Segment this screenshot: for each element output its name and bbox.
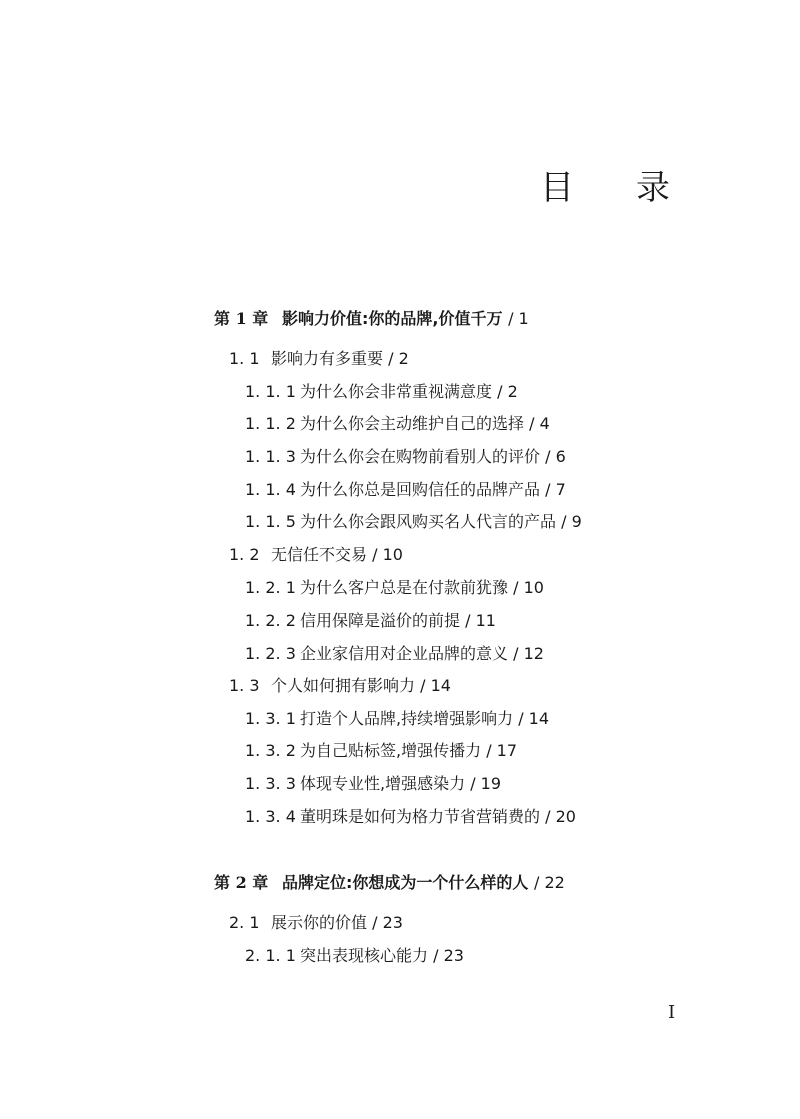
toc-page: / 1	[508, 309, 529, 328]
toc-subsection[interactable]	[245, 512, 582, 532]
toc-section[interactable]	[229, 349, 409, 369]
toc-number: 1. 2	[229, 545, 260, 564]
title-char-1: 目	[540, 168, 574, 208]
toc-page: / 20	[545, 807, 576, 826]
toc-title: 董明珠是如何为格力节省营销费的	[300, 807, 541, 826]
toc-subsection[interactable]	[245, 382, 518, 402]
toc-number: 第 2 章	[214, 873, 269, 892]
toc-page: / 11	[465, 611, 496, 630]
toc-subsection[interactable]	[245, 644, 544, 664]
toc-number: 1. 3. 1	[245, 709, 296, 728]
toc-subsection[interactable]	[245, 774, 501, 794]
toc-page: / 7	[545, 480, 566, 499]
toc-subsection[interactable]	[245, 946, 464, 966]
toc-page: / 17	[486, 741, 518, 760]
toc-page: / 23	[433, 946, 464, 965]
toc-subsection[interactable]	[245, 807, 576, 827]
toc-page: / 10	[372, 545, 403, 564]
toc-page: / 12	[513, 644, 544, 663]
toc-title: 突出表现核心能力	[300, 946, 429, 965]
toc-number: 1. 3. 4	[245, 807, 296, 826]
toc-section[interactable]	[229, 545, 403, 565]
toc-number: 1. 1. 5	[245, 512, 296, 531]
toc-number: 1. 2. 1	[245, 578, 296, 597]
toc-subsection[interactable]	[245, 611, 496, 631]
toc-number: 1. 1. 1	[245, 382, 296, 401]
toc-page: / 14	[518, 709, 550, 728]
page-number: I	[668, 1002, 676, 1023]
toc-number: 2. 1. 1	[245, 946, 296, 965]
toc-number: 1. 1. 2	[245, 414, 296, 433]
toc-number: 1. 2. 2	[245, 611, 296, 630]
toc-title: 展示你的价值	[271, 913, 368, 932]
toc-subsection[interactable]	[245, 480, 566, 500]
page-title	[540, 160, 670, 209]
toc-page: / 4	[529, 414, 550, 433]
toc-section[interactable]	[229, 913, 403, 933]
toc-number: 2. 1	[229, 913, 260, 932]
toc-title: 打造个人品牌,持续增强影响力	[300, 709, 514, 728]
toc-title: 信用保障是溢价的前提	[300, 611, 461, 630]
toc-title: 企业家信用对企业品牌的意义	[300, 644, 509, 663]
toc-number: 第 1 章	[214, 309, 269, 328]
toc-title: 为什么客户总是在付款前犹豫	[300, 578, 509, 597]
toc-chapter-2[interactable]	[214, 873, 565, 893]
toc-page: / 2	[497, 382, 518, 401]
toc-number: 1. 3. 2	[245, 741, 296, 760]
toc-number: 1. 1	[229, 349, 260, 368]
toc-title: 为什么你会主动维护自己的选择	[300, 414, 525, 433]
toc-subsection[interactable]	[245, 578, 544, 598]
toc-page: / 14	[420, 676, 451, 695]
toc-title: 个人如何拥有影响力	[271, 676, 416, 695]
toc-title: 品牌定位:你想成为一个什么样的人	[282, 873, 529, 892]
toc-title: 无信任不交易	[271, 545, 368, 564]
toc-number: 1. 2. 3	[245, 644, 296, 663]
toc-title: 体现专业性,增强感染力	[300, 774, 466, 793]
toc-title: 为自己贴标签,增强传播力	[300, 741, 482, 760]
title-char-2: 录	[636, 168, 670, 208]
toc-title: 为什么你会在购物前看别人的评价	[300, 447, 541, 466]
toc-number: 1. 3. 3	[245, 774, 296, 793]
toc-page: / 9	[561, 512, 582, 531]
toc-title: 影响力有多重要	[271, 349, 384, 368]
toc-subsection[interactable]	[245, 741, 517, 761]
toc-number: 1. 1. 4	[245, 480, 296, 499]
toc-number: 1. 3	[229, 676, 260, 695]
toc-title: 为什么你总是回购信任的品牌产品	[300, 480, 541, 499]
toc-page: / 23	[372, 913, 403, 932]
toc-subsection[interactable]	[245, 447, 566, 467]
toc-section[interactable]	[229, 676, 451, 696]
toc-page: / 2	[388, 349, 409, 368]
toc-title: 为什么你会非常重视满意度	[300, 382, 493, 401]
toc-page: / 22	[533, 873, 565, 892]
toc-title: 为什么你会跟风购买名人代言的产品	[300, 512, 557, 531]
toc-page: / 6	[545, 447, 566, 466]
toc-page: / 10	[513, 578, 544, 597]
toc-number: 1. 1. 3	[245, 447, 296, 466]
toc-chapter-1[interactable]	[214, 309, 529, 329]
toc-page: / 19	[470, 774, 502, 793]
toc-title: 影响力价值:你的品牌,价值千万	[282, 309, 503, 328]
toc-subsection[interactable]	[245, 414, 550, 434]
toc-subsection[interactable]	[245, 709, 549, 729]
